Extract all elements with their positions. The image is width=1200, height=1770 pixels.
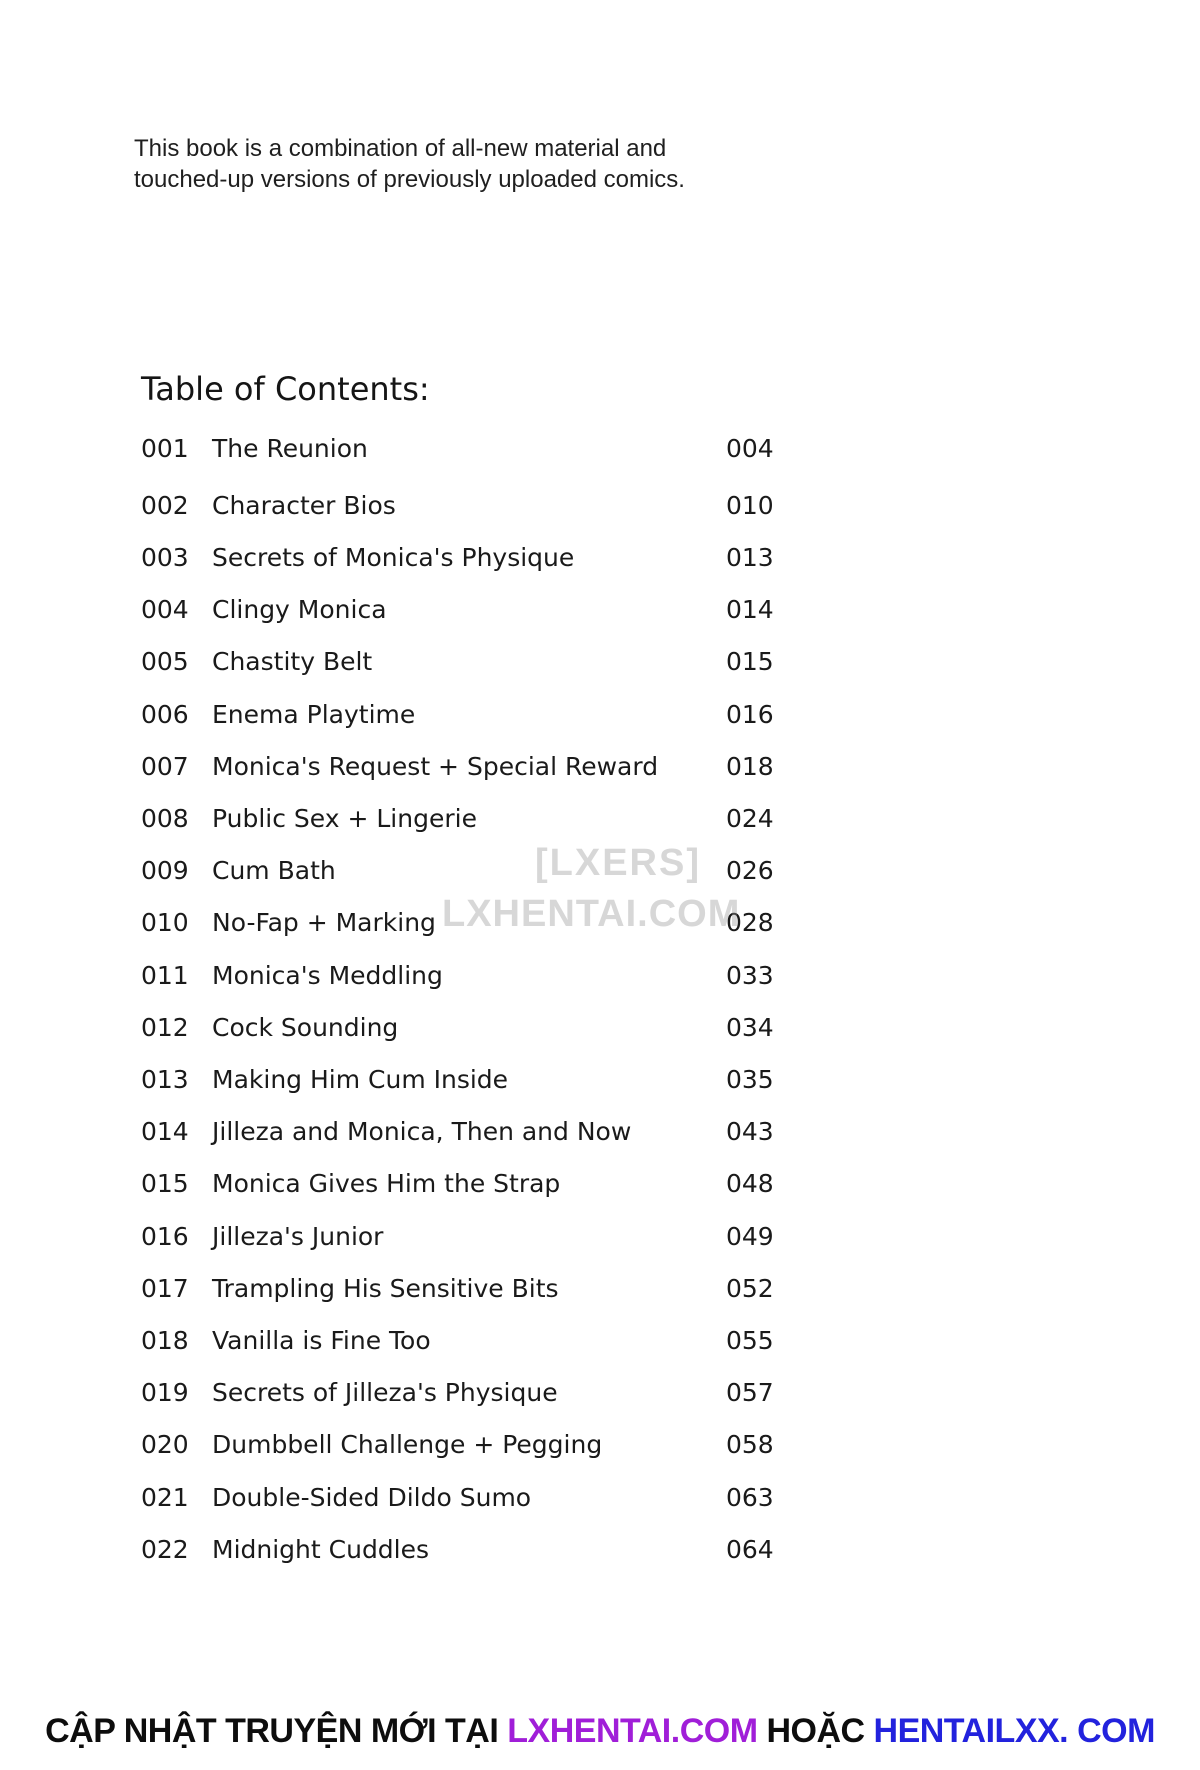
toc-entry-number: 019 bbox=[141, 1378, 189, 1408]
toc-entry bbox=[141, 1480, 801, 1516]
toc-entry-title: Vanilla is Fine Too bbox=[212, 1326, 431, 1355]
toc-entry-page: 048 bbox=[726, 1169, 774, 1199]
toc-entry bbox=[141, 644, 801, 680]
toc-entry-number: 006 bbox=[141, 699, 189, 729]
toc-entry-page: 052 bbox=[726, 1273, 774, 1303]
toc-entry-number: 013 bbox=[141, 1065, 189, 1094]
toc-entry-number: 014 bbox=[141, 1117, 189, 1147]
toc-title: Table of Contents: bbox=[141, 370, 430, 408]
toc-entry bbox=[141, 1427, 801, 1463]
toc-entry-number: 011 bbox=[141, 960, 189, 990]
toc-entry-number: 016 bbox=[141, 1221, 189, 1251]
toc-entry-number: 015 bbox=[141, 1169, 189, 1199]
toc-entry-page: 004 bbox=[726, 434, 774, 463]
toc-entry-title: Cock Sounding bbox=[212, 1012, 399, 1042]
toc-entry-title: Jilleza and Monica, Then and Now bbox=[212, 1117, 632, 1147]
toc-entry-number: 004 bbox=[141, 595, 189, 625]
toc-entry-page: 064 bbox=[726, 1534, 774, 1564]
toc-entry bbox=[141, 1062, 801, 1098]
toc-entry bbox=[141, 1532, 801, 1568]
toc-entry bbox=[141, 1114, 801, 1150]
toc-entry-page: 018 bbox=[726, 751, 774, 781]
toc-entry-page: 015 bbox=[726, 647, 774, 677]
toc-entry bbox=[141, 1323, 801, 1359]
toc-entry-title: Jilleza's Junior bbox=[212, 1221, 384, 1251]
toc-entry bbox=[141, 905, 801, 941]
intro-text bbox=[134, 133, 834, 195]
toc-entry-page: 035 bbox=[726, 1065, 774, 1094]
toc-entry bbox=[141, 540, 801, 576]
toc-entry-page: 014 bbox=[726, 595, 774, 625]
intro-line-2: touched-up versions of previously uploaded comics. bbox=[134, 166, 685, 193]
toc-entry bbox=[141, 749, 801, 785]
toc-entry bbox=[141, 431, 801, 467]
toc-entry-page: 028 bbox=[726, 908, 774, 938]
toc-entry bbox=[141, 1010, 801, 1046]
toc-entry-title: Monica Gives Him the Strap bbox=[212, 1169, 561, 1199]
toc-entry bbox=[141, 697, 801, 733]
toc-entry-page: 058 bbox=[726, 1430, 774, 1460]
toc-entry-page: 024 bbox=[726, 804, 774, 833]
toc-entry-title: Dumbbell Challenge + Pegging bbox=[212, 1430, 603, 1460]
toc-entry-page: 033 bbox=[726, 960, 774, 990]
toc-entry-title: Making Him Cum Inside bbox=[212, 1065, 509, 1094]
watermark-line-1: [LXERS] bbox=[535, 842, 701, 884]
toc-entry-title: Enema Playtime bbox=[212, 699, 416, 729]
toc-entry-number: 001 bbox=[141, 434, 189, 463]
banner-link-lxhentai: LXHENTAI.COM bbox=[507, 1712, 758, 1750]
toc-entry bbox=[141, 1219, 801, 1255]
toc-entry-title: Chastity Belt bbox=[212, 647, 373, 677]
toc-entry-page: 010 bbox=[726, 491, 774, 520]
banner-text: CẬP NHẬT TRUYỆN MỚI TẠI bbox=[45, 1712, 508, 1750]
toc-entry-title: Cum Bath bbox=[212, 856, 336, 886]
toc-entry-number: 009 bbox=[141, 856, 189, 886]
toc-entry-title: Monica's Meddling bbox=[212, 960, 443, 990]
watermark-line-2: LXHENTAI.COM bbox=[442, 893, 741, 935]
toc-entry-page: 055 bbox=[726, 1326, 774, 1355]
toc-entry-title: Secrets of Monica's Physique bbox=[212, 543, 575, 572]
toc-entry-title: Midnight Cuddles bbox=[212, 1534, 430, 1564]
toc-entry-number: 020 bbox=[141, 1430, 189, 1460]
toc-entry-number: 008 bbox=[141, 804, 189, 833]
toc-entry-title: Double-Sided Dildo Sumo bbox=[212, 1482, 532, 1512]
toc-entry bbox=[141, 1375, 801, 1411]
toc-entry-title: Secrets of Jilleza's Physique bbox=[212, 1378, 558, 1408]
toc-entry-number: 022 bbox=[141, 1534, 189, 1564]
toc-entry bbox=[141, 958, 801, 994]
toc-entry-title: Monica's Request + Special Reward bbox=[212, 751, 659, 781]
toc-entry bbox=[141, 488, 801, 524]
toc-entry-page: 013 bbox=[726, 543, 774, 572]
toc-entry-title: Trampling His Sensitive Bits bbox=[212, 1273, 559, 1303]
toc-entry-number: 017 bbox=[141, 1273, 189, 1303]
toc-entry-number: 003 bbox=[141, 543, 189, 572]
toc-entry-number: 021 bbox=[141, 1482, 189, 1512]
footer-banner bbox=[0, 1712, 1200, 1751]
intro-line-1: This book is a combination of all-new material and bbox=[134, 135, 667, 162]
toc-entry-number: 018 bbox=[141, 1326, 189, 1355]
toc-entry bbox=[141, 1166, 801, 1202]
toc-entry-page: 034 bbox=[726, 1012, 774, 1042]
toc-entry-title: Character Bios bbox=[212, 491, 396, 520]
toc-entry-number: 007 bbox=[141, 751, 189, 781]
toc-entry-number: 010 bbox=[141, 908, 189, 938]
toc-entry-number: 012 bbox=[141, 1012, 189, 1042]
toc-entry bbox=[141, 1271, 801, 1307]
toc-entry-page: 063 bbox=[726, 1482, 774, 1512]
toc-entry-title: No-Fap + Marking bbox=[212, 908, 436, 938]
toc-entry-page: 049 bbox=[726, 1221, 774, 1251]
toc-entry-page: 026 bbox=[726, 856, 774, 886]
toc-entry bbox=[141, 592, 801, 628]
toc-entry-page: 043 bbox=[726, 1117, 774, 1147]
toc-entry-title: Clingy Monica bbox=[212, 595, 387, 625]
toc-entry-title: The Reunion bbox=[212, 434, 368, 463]
toc-entry bbox=[141, 853, 801, 889]
banner-connector: HOẶC bbox=[757, 1712, 874, 1750]
toc-entry-number: 005 bbox=[141, 647, 189, 677]
toc-entry-page: 016 bbox=[726, 699, 774, 729]
toc-entry bbox=[141, 801, 801, 837]
toc-entry-title: Public Sex + Lingerie bbox=[212, 804, 477, 833]
toc-entry-number: 002 bbox=[141, 491, 189, 520]
banner-link-hentailxx: HENTAILXX. COM bbox=[873, 1712, 1155, 1750]
toc-entry-page: 057 bbox=[726, 1378, 774, 1408]
